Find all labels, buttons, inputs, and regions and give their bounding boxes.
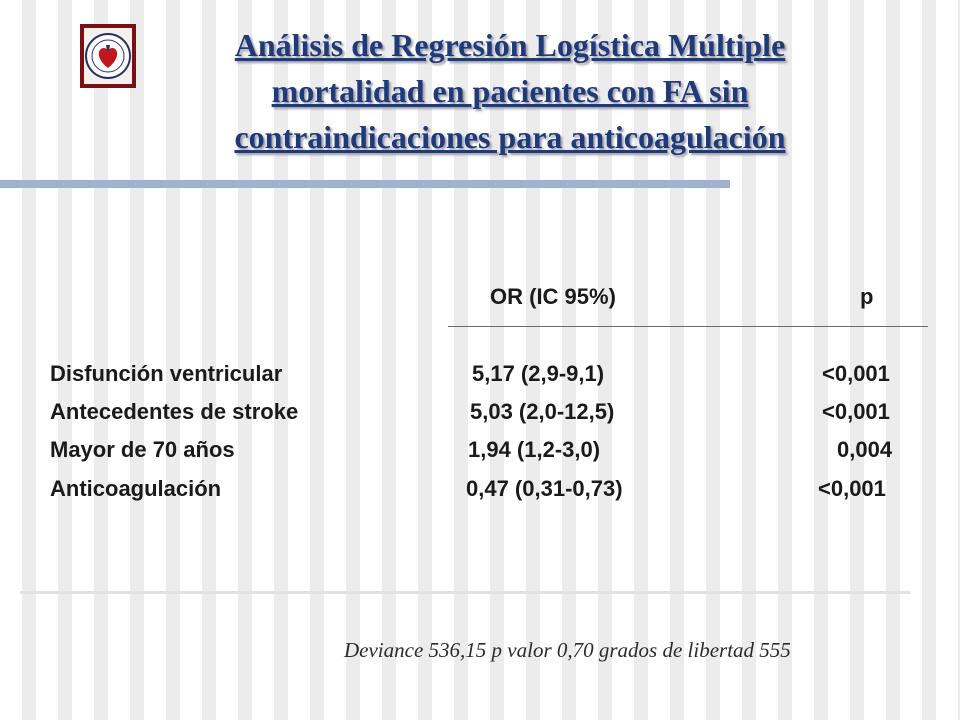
deviance-note: Deviance 536,15 p valor 0,70 grados de libertad 555 [344,638,791,662]
society-logo-icon [80,24,136,88]
row-or-value: 5,03 (2,0-12,5) [470,399,615,424]
column-header-or: OR (IC 95%) [490,284,616,309]
row-label: Antecedentes de stroke [50,399,299,424]
title-line-2: mortalidad en pacientes con FA sin [271,73,749,109]
bottom-divider [20,591,910,594]
row-p-value: <0,001 [818,476,886,501]
row-label: Disfunción ventricular [50,361,283,386]
title-underline-bar [0,180,730,188]
row-p-value: <0,001 [822,361,890,386]
row-or-value: 0,47 (0,31-0,73) [466,476,623,501]
row-label: Mayor de 70 años [50,437,235,462]
column-header-p: p [860,284,874,309]
row-or-value: 5,17 (2,9-9,1) [472,361,605,386]
row-or-value: 1,94 (1,2-3,0) [468,437,601,462]
row-p-value: 0,004 [837,437,893,462]
header-divider [448,326,928,327]
row-p-value: <0,001 [822,399,890,424]
title-line-3: contraindicaciones para anticoagulación [234,119,786,155]
title-line-1: Análisis de Regresión Logística Múltiple [234,27,786,63]
page-title [150,22,870,160]
row-label: Anticoagulación [50,476,222,501]
